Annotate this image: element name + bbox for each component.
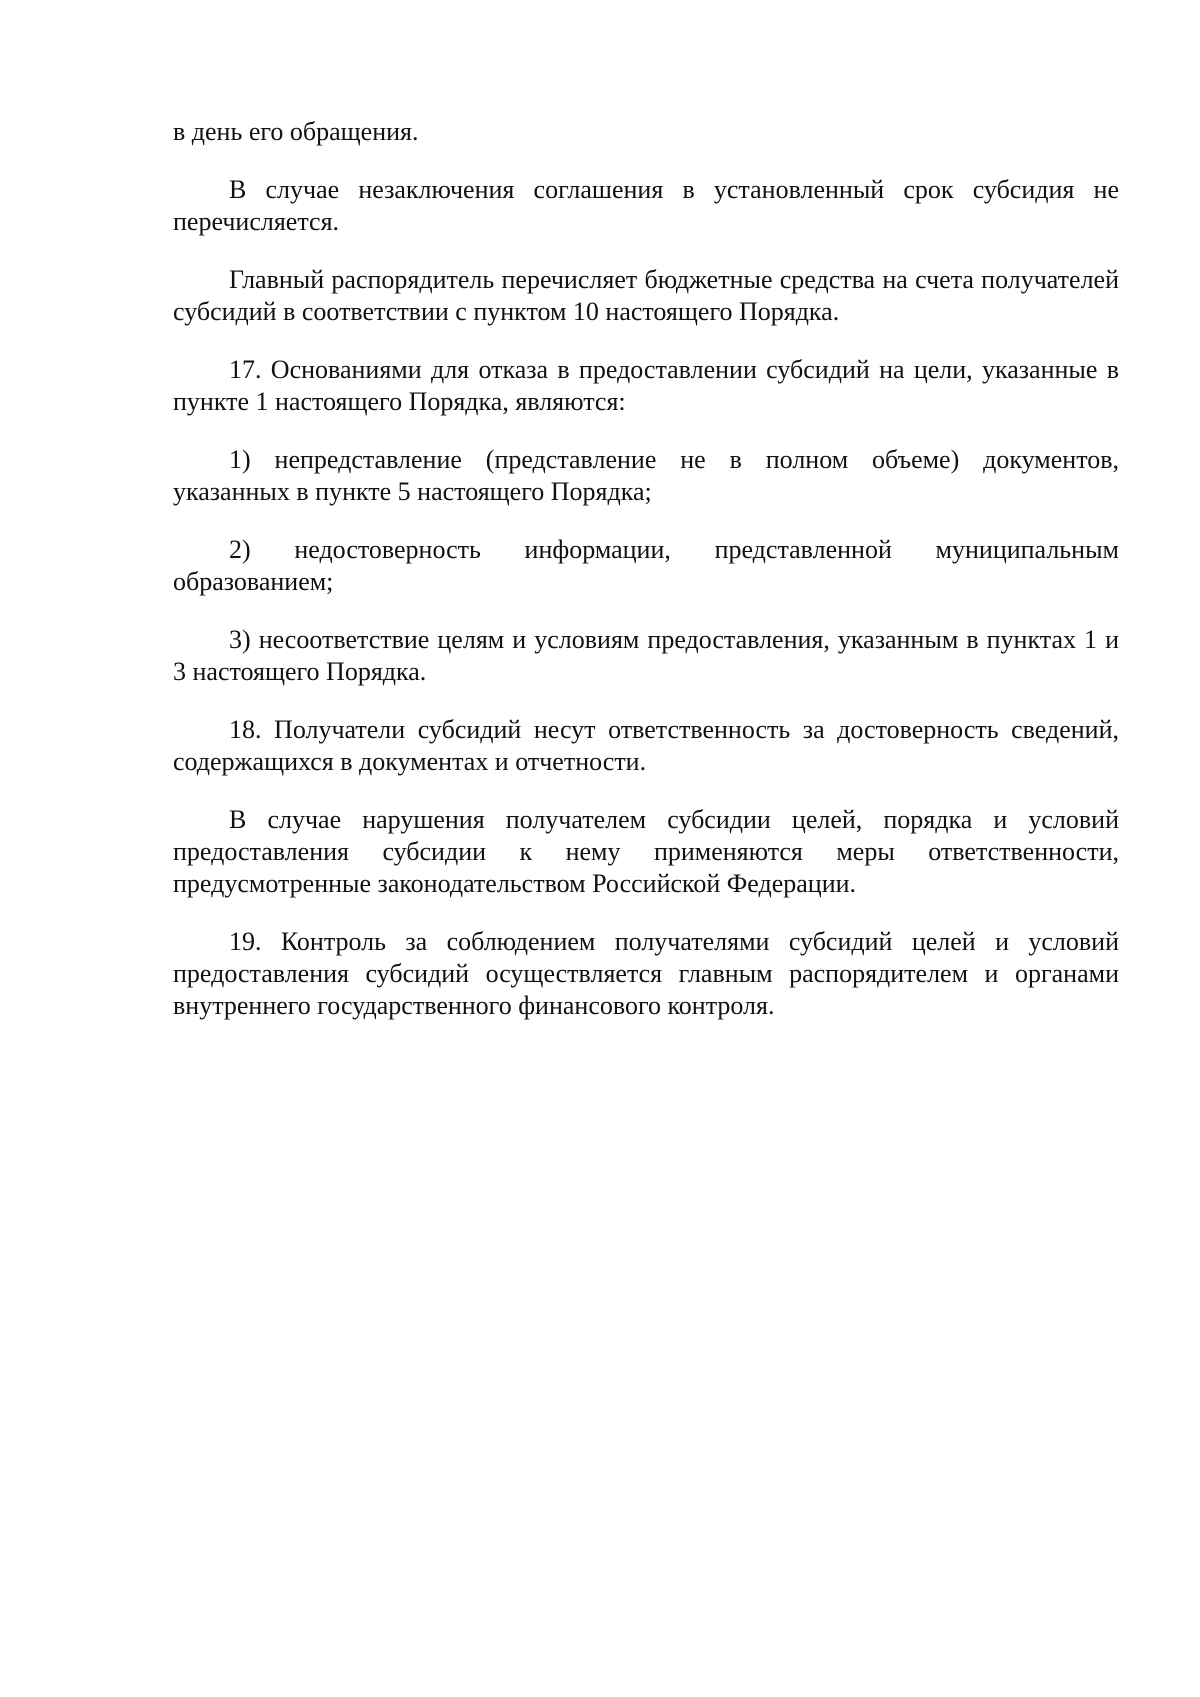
paragraph-item-17-3: 3) несоответствие целям и условиям предоставления, указанным в пунктах 1 и 3 настоящего Порядка.	[173, 625, 1119, 686]
document-body	[173, 116, 1119, 1048]
paragraph-continuation: в день его обращения.	[173, 117, 419, 146]
paragraph-item-17-1: 1) непредставление (представление не в полном объеме) документов, указанных в пункте 5 настоящего Порядка;	[173, 445, 1119, 506]
paragraph-item-19: 19. Контроль за соблюдением получателями субсидий целей и условий предоставления субсидий осуществляется главным распорядителем и органами внутреннего государственного финансового контроля.	[173, 927, 1119, 1020]
paragraph-item-17: 17. Основаниями для отказа в предоставлении субсидий на цели, указанные в пункте 1 настоящего Порядка, являются:	[173, 355, 1119, 416]
paragraph-violation-measures: В случае нарушения получателем субсидии целей, порядка и условий предоставления субсидии к нему применяются меры ответственности, предусмотренные законодательством Российской Федерации.	[173, 805, 1119, 898]
paragraph-item-18: 18. Получатели субсидий несут ответственность за достоверность сведений, содержащихся в документах и отчетности.	[173, 715, 1119, 776]
paragraph-funds-transfer: Главный распорядитель перечисляет бюджетные средства на счета получателей субсидий в соответствии с пунктом 10 настоящего Порядка.	[173, 265, 1119, 326]
paragraph-item-17-2: 2) недостоверность информации, представленной муниципальным образованием;	[173, 535, 1119, 596]
paragraph-agreement-not-concluded: В случае незаключения соглашения в установленный срок субсидия не перечисляется.	[173, 175, 1119, 236]
